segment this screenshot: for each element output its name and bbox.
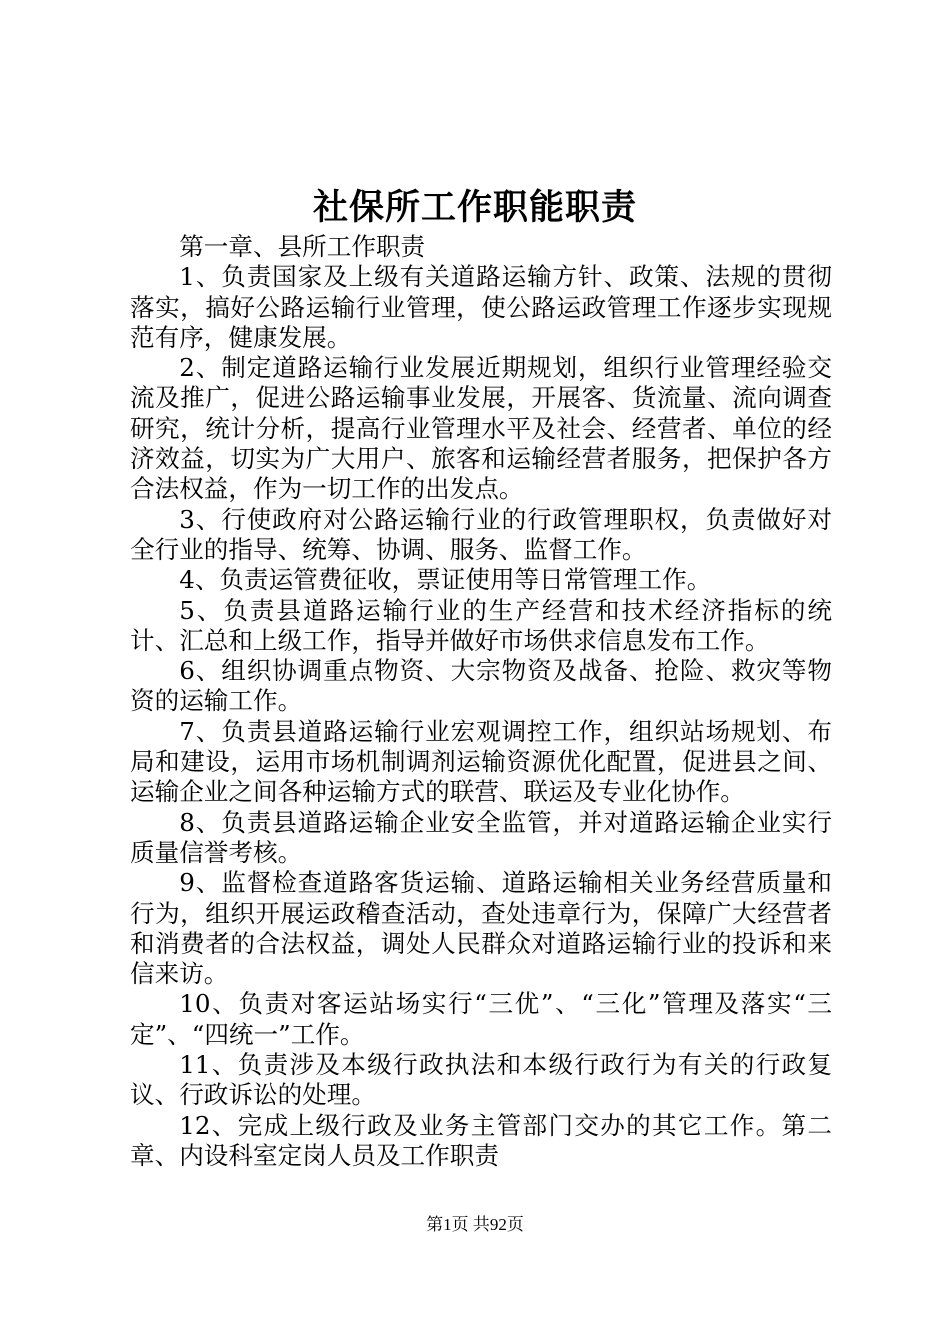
document-body bbox=[130, 232, 832, 1171]
page-indicator: 第1页 共92页 bbox=[426, 1215, 524, 1234]
paragraph-10: 10、负责对客运站场实行“三优”、“三化”管理及落实“三定”、“四统一”工作。 bbox=[130, 989, 832, 1049]
paragraph-8: 8、负责县道路运输企业安全监管，并对道路运输企业实行质量信誉考核。 bbox=[130, 807, 832, 867]
paragraph-12: 12、完成上级行政及业务主管部门交办的其它工作。第二章、内设科室定岗人员及工作职责 bbox=[130, 1110, 832, 1170]
paragraph-9: 9、监督检查道路客货运输、道路运输相关业务经营质量和行为，组织开展运政稽查活动，查处违章行为，保障广大经营者和消费者的合法权益，调处人民群众对道路运输行业的投诉和来信来访。 bbox=[130, 868, 832, 989]
paragraph-3: 3、行使政府对公路运输行业的行政管理职权，负责做好对全行业的指导、统筹、协调、服务、监督工作。 bbox=[130, 504, 832, 564]
document-title: 社保所工作职能职责 bbox=[312, 187, 637, 228]
paragraph-6: 6、组织协调重点物资、大宗物资及战备、抢险、救灾等物资的运输工作。 bbox=[130, 656, 832, 716]
paragraph-11: 11、负责涉及本级行政执法和本级行政行为有关的行政复议、行政诉讼的处理。 bbox=[130, 1050, 832, 1110]
chapter-heading: 第一章、县所工作职责 bbox=[179, 232, 426, 261]
paragraph-1: 1、负责国家及上级有关道路运输方针、政策、法规的贯彻落实，搞好公路运输行业管理，使公路运政管理工作逐步实现规范有序，健康发展。 bbox=[130, 262, 832, 352]
paragraph-5: 5、负责县道路运输行业的生产经营和技术经济指标的统计、汇总和上级工作，指导并做好市场供求信息发布工作。 bbox=[130, 595, 832, 655]
paragraph-7: 7、负责县道路运输行业宏观调控工作，组织站场规划、布局和建设，运用市场机制调剂运输资源优化配置，促进县之间、运输企业之间各种运输方式的联营、联运及专业化协作。 bbox=[130, 716, 832, 807]
paragraph-2: 2、制定道路运输行业发展近期规划，组织行业管理经验交流及推广，促进公路运输事业发展，开展客、货流量、流向调查研究，统计分析，提高行业管理水平及社会、经营者、单位的经济效益，切实为广大用户、旅客和运输经营者服务，把保护各方合法权益，作为一切工作的出发点。 bbox=[130, 353, 832, 504]
paragraph-4: 4、负责运管费征收，票证使用等日常管理工作。 bbox=[179, 565, 712, 595]
